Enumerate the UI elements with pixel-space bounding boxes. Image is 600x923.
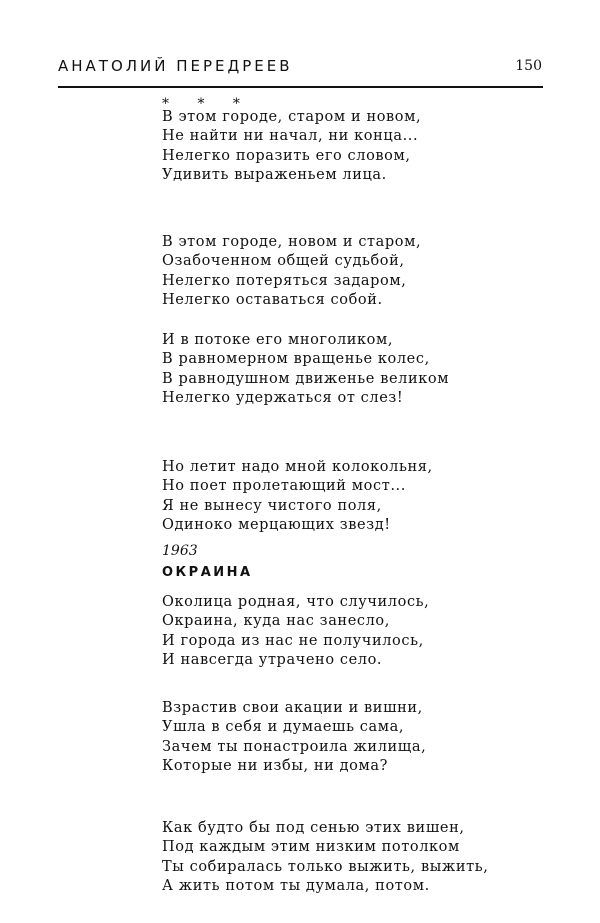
verse-line: Нелегко удержаться от слез! — [162, 389, 404, 406]
verse-line: Которые ни избы, ни дома? — [162, 757, 389, 774]
verse-line: Околица родная, что случилось, — [162, 594, 430, 610]
poem-year: 1963 — [162, 543, 198, 559]
verse-line: Удивить выраженьем лица. — [162, 166, 387, 183]
verse-line: В этом городе, новом и старом, — [162, 234, 422, 250]
verse-line: Но поет пролетающий мост... — [162, 478, 406, 495]
verse-line: Под каждым этим низким потолком — [162, 839, 460, 856]
stanza — [162, 593, 429, 670]
stanza — [162, 819, 488, 896]
stanza — [162, 108, 421, 185]
header-rule — [58, 86, 543, 88]
verse-line: И навсегда утрачено село. — [162, 651, 383, 668]
verse-line: Но летит надо мной колокольня, — [162, 459, 433, 475]
stanza — [162, 699, 426, 776]
stanza — [162, 331, 449, 408]
verse-line: Взрастив свои акации и вишни, — [162, 700, 423, 716]
verse-line: В равномерном вращенье колес, — [162, 351, 430, 368]
verse-line: Не найти ни начал, ни конца... — [162, 128, 419, 145]
verse-line: Как будто бы под сенью этих вишен, — [162, 820, 465, 836]
verse-line: Озабоченном общей судьбой, — [162, 253, 405, 270]
verse-line: Окраина, куда нас занесло, — [162, 613, 390, 630]
verse-line: Нелегко поразить его словом, — [162, 147, 411, 164]
poem-title: ОКРАИНА — [162, 565, 253, 580]
verse-line: И в потоке его многоликом, — [162, 332, 394, 348]
verse-line: В этом городе, старом и новом, — [162, 109, 422, 125]
poem-title-asterisks: * * * — [162, 96, 252, 112]
verse-line: Ты собиралась только выжить, выжить, — [162, 858, 489, 875]
verse-line: Зачем ты понастроила жилища, — [162, 738, 427, 755]
stanza — [162, 458, 433, 535]
running-head-author: АНАТОЛИЙ ПЕРЕДРЕЕВ — [58, 57, 293, 75]
verse-line: Нелегко потеряться задаром, — [162, 272, 407, 289]
verse-line: Я не вынесу чистого поля, — [162, 497, 382, 514]
verse-line: Ушла в себя и думаешь сама, — [162, 719, 405, 736]
page-number: 150 — [515, 58, 542, 74]
verse-line: И города из нас не получилось, — [162, 632, 424, 649]
verse-line: А жить потом ты думала, потом. — [162, 877, 430, 894]
verse-line: В равнодушном движенье великом — [162, 370, 450, 387]
verse-line: Одиноко мерцающих звезд! — [162, 516, 391, 533]
verse-line: Нелегко оставаться собой. — [162, 291, 383, 308]
stanza — [162, 233, 421, 310]
